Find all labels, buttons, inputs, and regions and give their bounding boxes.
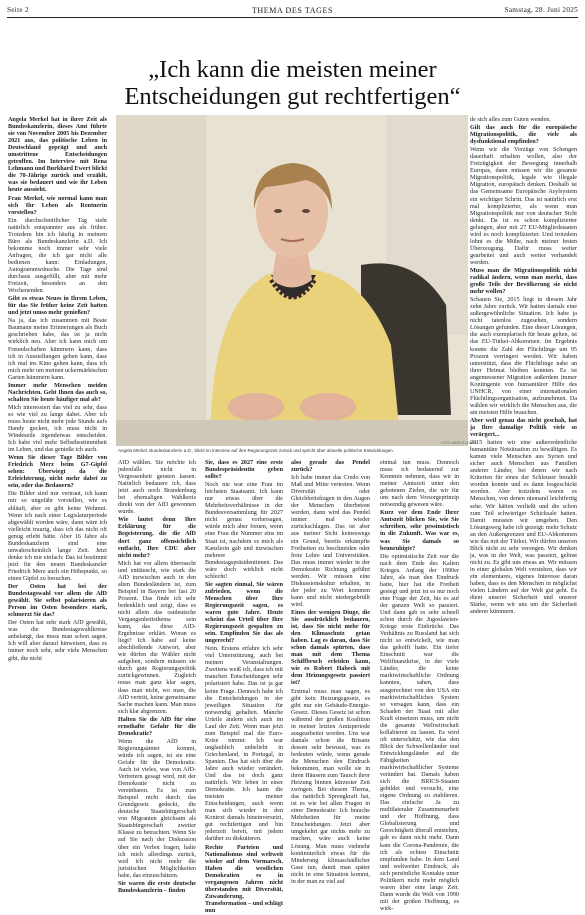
question-paragraph: also gerade das Pendel zurück? bbox=[291, 460, 370, 474]
issue-date: Samstag, 28. Juni 2025 bbox=[504, 6, 578, 14]
answer-paragraph: Ein durchschnittlicher Tag sieht natürlich entspannter aus als früher. Trotzdem bin ich häufig in meinem Büro als Bundeskanzlerin a.D. Ich bekomme noch immer sehr viele Anfragen, die ich gar nicht alle bedienen kann: Einladungen, Autogrammwünsche. Die Tage sind durchaus ausgefüllt, aber mit mehr Freizeit, besonders an den Wochenenden. bbox=[8, 217, 107, 295]
answer-paragraph: Wenn die AfD in Regierungsämter kommt, würde ich sagen, ist sie eine Gefahr für die Demokratie. Auch ist vieles, was von AfD-Vertretern gesagt wird, mit der Demokratie nicht zu vereinbaren. Es ist zum Beispiel nicht durch das Grundgesetz gedeckt, die deutsche Staatsbürgerschaft von Migranten gleichsam als Staatsbürgerschaft zweiter Klasse zu betrachten. Wenn Sie auf Sie nach der Diskussion über ein Verbot fragen, halte ich mich allerdings zurück, weil ich nicht mehr die juristischen Möglichkeiten habe, das einzuschätzen. bbox=[118, 738, 196, 879]
answer-paragraph: Der Osten hat sehr stark AfD gewählt, was die Bundestagswahlkreise anbelangt, das muss man schon sagen. Ich will aber darauf hinweisen, dass es immer noch sehr, sehr viele Menschen gibt, die nicht bbox=[8, 620, 107, 662]
question-paragraph: Kurz vor dem Ende Ihrer Amtszeit blicken Sie, wie Sie schreiben, sehr pessimistisch in die Zukunft. Was war es, was Sie damals so beunruhigte? bbox=[380, 510, 459, 552]
question-paragraph: Gibt es etwas Neues in Ihrem Leben, für das Sie früher keine Zeit hatten und jetzt umso mehr genießen? bbox=[8, 296, 107, 317]
lead-paragraph: Angela Merkel hat in ihrer Zeit als Bundeskanzlerin, dieses Amt führte sie von November 2005 bis Dezember 2021 aus, das politische Leben in Deutschland geprägt und auch umstrittene Entscheidungen getroffen. Im Interview mit Rena Lehmann und Burkhard Ewert blickt die 70-Jährige zurück und erzählt, was sie bedauert und wie ihr Leben heute aussieht. bbox=[8, 117, 107, 194]
answer-paragraph: Schauen Sie, 2015 liegt in diesem Jahr zehn Jahre zurück. Wir hatten damals eine außergewöhnliche Situation. Ich habe ja nicht tatenlos zugesehen, sondern Lösungen gefunden. Eine dieser Lösungen, die auch exemplarisch für heute gelten, ist das EU-Türkei-Abkommen. Im Ergebnis konnte die Zahl der Flüchtlinge um 95 Prozent verringert werden. Wir haben unterstützt, dass die Flüchtlinge nahe an ihrer Heimat bleiben konnten. Es ist angemessener Migration außerdem immer Kontingente von humanitärer Hilfe des UNHCR, von einer internationalen Flüchtlingsorganisation, aufzunehmen. Da wählen wir wirklich die Menschen aus, die am meisten Hilfe brauchen. bbox=[470, 297, 577, 416]
headline-line-2: Entscheidungen gut rechtfertigen“ bbox=[124, 83, 461, 110]
question-paragraph: Gilt das auch für die europäische Migrationspolitik, die viele als dysfunktional empfinden? bbox=[470, 125, 577, 146]
article-column-3 bbox=[205, 460, 283, 914]
answer-paragraph: Die Bilder sind mir vertraut, ich kann mir so ungefähr vorstellen, wie es abläuft, aber es gibt keine Wehmut. Wenn ich nach einer Legislaturperiode abgewählt worden wäre, dann wäre ich vielleicht traurig, dass ich das nicht oft genug erlebt hätte. Aber 16 Jahre als Bundeskanzlerin sind eine unwahrscheinlich lange Zeit. Jetzt denke ich mir einfach: Das ist bestimmt jetzt für den neuen Bundeskanzler Friedrich Merz auch ein Höhepunkt, so einen Gipfel zu besuchen. bbox=[8, 491, 107, 582]
question-paragraph: Wie lautet denn Ihre Erklärung für die Begeisterung, die die AfD dort ganz offensichtlich entfacht, Ihre CDU aber nicht mehr? bbox=[118, 517, 196, 559]
article-column-2 bbox=[118, 460, 196, 894]
answer-paragraph: Wenn wir die Vorzüge von Schengen dauerhaft erhalten wollen, also der Freizügigkeit der Bewegung innerhalb Europas, dann müssen wir die gesamte Migrationspolitik, legale wie illegale Migration, europäisch denken. Deshalb ist das Gemeinsame Europäische Asylsystem ein wichtiger Schritt. Das ist natürlich erst mal komplizierter, als wenn man Migrationspolitik nur von deutscher Sicht denkt. Da ist es schon komplizierter gelungen, aber mit 27 EU-Mitgliedstaaten wird es noch komplizierter. Und trotzdem lohnt es die Mühe, nach meiner festen Überzeugung. Dafür muss weiter gearbeitet und auch weiter verhandelt werden. bbox=[470, 147, 577, 266]
page-number: Seite 2 bbox=[7, 6, 29, 14]
article-column-6 bbox=[470, 117, 577, 865]
answer-paragraph: Die optimistische Zeit war die nach dem Ende des Kalten Krieges. Anfang der 1990er Jahre, als man den Eindruck hatte, hier hat die Freiheit gesiegt und jetzt ist es nur noch eine Frage der Zeit, bis es auf der ganzen Welt so passiert. Und dann gab es sehr schnell schon durch die Jugoslawien-Kriege erste Einbrüche. Das Verhältnis zu Russland hat sich nicht so entwickelt, wie man das gehofft hatte. Ein tiefer Einschnitt war die Weltfinanzkrise, in der viele Länder, die keine marktwirtschaftliche Ordnung kannten, sahen, dass ausgerechnet von den USA ein marktwirtschaftliches System so versagen kann, dass ein Schaden der Staat mit aller Kraft einsetzen muss, um nicht die gesamte Weltwirtschaft kollabieren zu lassen. Es wird oft unterschätzt, wie das den Blick der Schwellenländer und Entwicklungsländer auf die Fähigkeiten marktwirtschaftlicher Systeme verändert hat. Damals haben sich die BRICS-Staaten gebildet und versucht, eine eigene Ordnung zu etablieren. Das einfache Ja zu multilateraler Zusammenarbeit und der Hoffnung, dass Globalisierung und Gerechtigkeit überall entstehen, gab es dann nicht mehr. Dann kam die Corona-Pandemie, die ich als echten Einschnitt empfunden habe. In dem Land und weltweiter Eindruck, als sich persönliche Kontakte unter Politikern nicht mehr möglich waren über eine lange Zeit. Dann wurde die Welt von 1990 mit der großen Hoffnung, es wirk- bbox=[380, 553, 459, 912]
answer-paragraph: de sich alles zum Guten wenden. bbox=[470, 117, 551, 123]
question-paragraph: Wenn Sie dieser Tage Bilder von Friedrich Merz beim G7-Gipfel sehen: Überwiegt da die Erleichterung, nicht mehr dabei zu sein, oder das Bedauern? bbox=[8, 455, 107, 490]
answer-paragraph: Na ja, das ich zusammen mit Beate Baumann meine Erinnerungen als Buch geschrieben habe, das ist ja nicht wirklich neu. Aber ich kann mich um Freundschaften kümmern kann, dass ich in Ausstellungen gehen kann, dass ich mal ins Kino gehen kann, dass ich mich mehr um meinen uckermärkischen Garten kümmern kann. bbox=[8, 318, 107, 381]
answer-paragraph: Mich interessiert das viel zu sehr, dass so wie viel zu lange dabei. Aber ich muss heute nicht mehr jede Stunde aufs Handy gucken, ich muss nicht in Windeseile irgendetwas entscheiden. Ich habe viel mehr Selbstbestimmtheit im Leben, und das genieße ich auch. bbox=[8, 404, 107, 454]
article-column-5 bbox=[380, 460, 459, 912]
answer-paragraph: Erstmal muss man sagen, es gibt kein Heizungsgesetz, es gibt nur ein Gebäude-Energie-Gesetz. Dieses Gesetz ist schon während der großen Koalition in meiner letzten Amtsperiode ausgearbeitet worden. Uns war damals schon die Brisanz dessen sehr bewusst, was es bedeuten würde, wenn gerade die Menschen den Eindruck bekommen, man wolle sie in ihren Häusern zum Tausch ihrer Heizung binnen kürzester Zeit zwingen. Bei diesem Thema, das natürlich Sprengkraft hat, ist es wie bei allen Fragen in einer Demokratie: Ich brauche Mehrheiten für meine Entscheidungen. Jetzt aber umgekehrt gar nichts mehr zu machen, wäre auch keine Lösung. Man muss vielmehr kontinuierlich etwas für die Minderung klimaschädlicher Gase tun, damit man später nicht in eine Situation kommt, in der man zu viel auf bbox=[291, 688, 370, 885]
answer-paragraph: 2015 hatten wir eine außerordentliche humanitäre Notsituation zu bewältigen. Es kamen viele Menschen aus Syrien und sicher auch Menschen aus Familien anderer Länder, bei denen wir nach Kriterien für eines der Schleuser bezahlt worden konnte und es dann losgeschickt worden. Aber trotzdem waren es Menschen, von denen niemand leichtfertig sehe. Wir hätten verließt und die schon zum Teil schwieriger Schicksale hatten. Damit mussten wir umgehen. Den Lösungsweg habe ich gezeigt: mehr Schutz an den Außengrenzen und EU-Abkommen wie das mit der Türkei. Wir dürfen unseren Blick nicht zu sehr verengen. Wir denken ja, was in der Welt, was passiert, gelinst nicht zu. Es gibt uns etwas an. Wir müssen in einer globalen Welt verstehen, dass wir ein elementares, eigenes Interesse daran haben, dass es den Menschen in möglichst vielen Ländern auf der Welt gut geht. Es dient unserer Sicherheit und unserer Stärke, wenn wir uns um die Sicherheit anderer kümmern. bbox=[470, 440, 577, 616]
question-paragraph: Eines der wenigen Dinge, die Sie ausdrücklich bedauern, ist, dass Sie nicht mehr für den Klimaschutz getan haben. Lag es daran, dass Sie schon damals spürten, dass man mit dem Thema Schiffbruch erleiden kann, wie es Robert Habeck mit dem Heizungsgesetz passiert ist? bbox=[291, 609, 370, 687]
question-paragraph: Halten Sie die AfD für eine ernsthafte Gefahr für die Demokratie? bbox=[118, 716, 196, 737]
headline bbox=[40, 56, 545, 110]
portrait-photo bbox=[116, 115, 468, 446]
question-paragraph: Sie sagten einmal, Sie wären zufrieden, wenn die Menschen über Ihre Regierungszeit sagen, es waren gute Jahre. Heute scheint das Urteil über Ihre Regierungszeit gespalten zu sein. Empfinden Sie das als ungerecht? bbox=[205, 581, 283, 645]
header-rule bbox=[7, 17, 578, 18]
page-header bbox=[7, 2, 578, 16]
question-paragraph: Rechte Parteien und Nationalismus sind weltweit wieder auf dem Vormarsch. Haben die westlichen Demokratien es in vergangenen Jahren nicht überstanden mit Diversität, Zuwanderung, Transformation – und schlägt nun bbox=[205, 844, 283, 914]
question-paragraph: Sie waren die erste deutsche Bundeskanzlerin – finden bbox=[118, 880, 196, 894]
headline-line-1: „Ich kann die meisten meiner bbox=[148, 56, 437, 83]
answer-paragraph: AfD wählen. Sie möchte ich jedenfalls nicht in Vergessenheit geraten lassen. Natürlich bedauere ich, dass jetzt auch noch Brandenburg bei ehemaligen Wahlkreis direkt von der AfD gewonnen wurde. bbox=[118, 460, 196, 516]
question-paragraph: Frau Merkel, wie normal kann man sich Ihr Leben als Rentnerin vorstellen? bbox=[8, 195, 107, 216]
portrait-illustration bbox=[116, 115, 468, 446]
question-paragraph: Muss man die Migrationspolitik nicht radikal ändern, wenn man merkt, dass große Teile der Bevölkerung sie nicht mehr wollen? bbox=[470, 267, 577, 296]
question-paragraph: Immer mehr Menschen meiden Nachrichten. Geht Ihnen das auch so, schalten Sie heute häufiger mal ab? bbox=[8, 382, 107, 403]
photo-caption: Angela Merkel, Bundeskanzlerin a.D., blickt im Interview auf ihre Regierungszeit zurück und spricht über aktuelle politische Entwicklungen. bbox=[118, 448, 394, 453]
question-paragraph: Aber weil genau das nicht geschah, hat ja Ihre damalige Politik viele so verärgert... bbox=[470, 417, 577, 439]
question-paragraph: Sie, dass es 2027 eine erste Bundespräsidentin geben sollte? bbox=[205, 460, 283, 481]
question-paragraph: Der Osten hat bei der Bundestagswahl vor allem die AfD gewählt. Sie selbst polarisieren als Person im Osten besonders stark, schmerzt Sie das? bbox=[8, 584, 107, 619]
section-title: THEMA DES TAGES bbox=[251, 6, 334, 15]
answer-paragraph: einmal tun muss. Dennoch muss ich bedauernd zur Kenntnis nehmen, dass wir in meiner Amtszeit unter den gebotenen Zielen, die wir für uns nach dem Vorsorgeprinzip notwendig gewesen wäre. bbox=[380, 460, 459, 509]
answer-paragraph: Noch nie war eine Frau im höchsten Staatsamt. Ich kann nur etwas über die Mehrheitsverhältnisse in der Bundesversammlung für 2027 nicht genau vorhersagen, würde mich aber freuen, wenn eine Frau die Nummer eins im Staat ist, nachdem es mich als Kanzlerin gab und inzwischen mehrere Bundestagspräsidentinnen. Das wäre doch wirklich nicht schlecht! bbox=[205, 482, 283, 580]
answer-paragraph: Nein. Erstens erfahre ich sehr viel Unterstützung, auch bei meinen Veranstaltungen. Zweitens weiß ich, dass ich mit manchen Entscheidungen sehr polarisiert habe. Das ist ja gar keine Frage. Dennoch habe ich die Entscheidungen in der jeweiligen Situation für notwendig gehalten. Manche Urteile ändern sich auch im Lauf der Zeit. Wenn man jetzt zum Beispiel mal die Euro-Krise nimmt: Ich war unglaublich unbeliebt in Griechenland, in Portugal, in Spanien. Das hat sich über die Jahre auch wieder verändert. Und das ist doch ganz natürlich. Wir leben in einer Demokratie. Ich kann die meisten meiner Entscheidungen, auch wenn man sich wieder in den Kontext damals hineinversetzt, gut rechtfertigen und bin jederzeit bereit, mit jedem darüber zu diskutieren. bbox=[205, 646, 283, 843]
answer-paragraph: Mich hat vor allem überrascht und enttäuscht, wie stark die AfD inzwischen auch in den alten Bundesländern ist, zum Beispiel in Bayern bei fast 20 Prozent. Das finde ich sehr bedenklich und zeigt, dass es nicht allein das ostdeutsche Vergangenheitsthema sein kann, das diese AfD-Ergebnisse erklärt. Woran es liegt? Ich habe auf keine abschließende Antwort, aber wir dürfen die Wähler nicht aufgeben, sondern müssen sie durch gute Regierungspolitik zurückgewinnen. Zugleich muss man ganz klar sagen, dass man nicht, wo man, die AfD vertritt, keine gemeinsame Sache machen kann. Man muss sich klar abgrenzen. bbox=[118, 560, 196, 715]
article-column-1 bbox=[8, 117, 107, 865]
answer-paragraph: Ich habe immer das Credo von Maß und Mitte vertreten. Wenn Diversität oder Gleichheitsfragen in den Augen der Menschen überbetont werden, dann wird das Pendel immer mal wieder zurückschlagen. Das ist aber aus meiner Sicht keineswegs ein Grund, bereits erkämpfte Freiheiten zu beschneiden oder freie Lehre und Universitäten. Das muss immer wieder in der Demokratie Richtung geführt werden. Wir müssen eine Diskussionskultur erhalten, in der jeder zu Wort kommen kann und nicht niedergebrüllt wird. bbox=[291, 475, 370, 608]
photo-credit: FOTO: MARCO URBAN bbox=[441, 441, 477, 445]
article-column-4 bbox=[291, 460, 370, 885]
